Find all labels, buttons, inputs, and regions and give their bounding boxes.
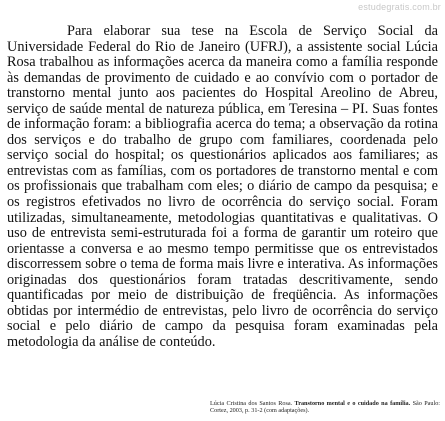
citation-details: São Paulo: Cortez, 2003, p. 31-2 (com adaptações). [210, 400, 441, 414]
citation-author: Lúcia Cristina dos Santos Rosa. [210, 400, 293, 407]
citation [210, 400, 440, 414]
main-paragraph: Para elaborar sua tese na Escola de Serviço Social da Universidade Federal do Rio de Janeiro (UFRJ), a assistente social Lúcia Rosa trabalhou as informações acerca da maneira como a família responde às demandas de provimento de cuidado e ao convívio com o portador de transtorno mental junto aos pacientes do Hospital Areolino de Abreu, serviço de saúde mental de natureza pública, em Teresina – PI. Suas fontes de informação foram: a bibliografia acerca do tema; a observação da rotina dos serviços e do trabalho de grupo com familiares, coordenada pelo serviço social do hospital; os questionários aplicados aos familiares; as entrevistas com as famílias, com os portadores de transtorno mental e com os profissionais que trabalham com eles; o diário de campo da pesquisa; e os registros efetivados no livro de ocorrência do serviço social. Foram utilizadas, simultaneamente, metodologias quantitativas e qualitativas. O uso de entrevista semi-estruturada foi a forma de garantir um roteiro que orientasse a conversa e ao mesmo tempo permitisse que os entrevistados discorressem sobre o tema de forma mais livre e interativa. As informações originadas dos questionários foram tratadas descritivamente, sendo quantificadas por meio de distribuição de freqüência. As informações obtidas por intermédio de entrevistas, pelo livro de ocorrência do serviço social e pelo diário de campo da pesquisa foram examinadas pela metodologia da análise de conteúdo. [7, 23, 438, 350]
citation-title: Transtorno mental e o cuidado na família. [294, 400, 411, 407]
watermark: estudegratis.com.br [358, 2, 441, 12]
